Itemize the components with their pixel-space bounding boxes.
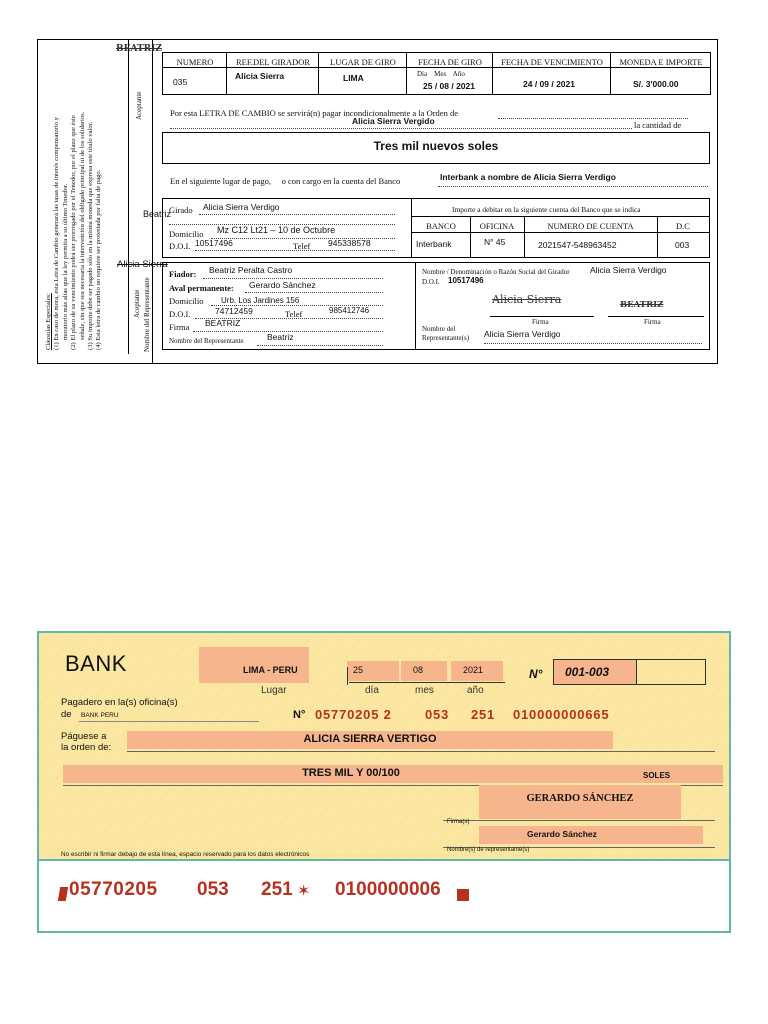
f-doi-value: 74712459	[215, 306, 253, 316]
mes-label: mes	[415, 685, 434, 696]
f-doi-label: D.O.I.	[169, 309, 191, 319]
account-part-1: 05770205 2	[315, 707, 392, 722]
nombre-representante-label: Nombre del Representante	[143, 277, 151, 352]
paguese-label-1: Páguese a	[61, 731, 107, 742]
doi-label: D.O.I.	[169, 241, 191, 251]
firma-label: Firma(s)	[447, 819, 470, 825]
clause-line: (3) Su importe debe ser pagado sólo en la misma moneda que expresa este título valor.	[87, 121, 95, 350]
soles-label: SOLES	[643, 771, 671, 780]
micr-symbol-start	[58, 887, 68, 901]
bank-peru: BANK PERU	[81, 712, 119, 719]
stub-divider	[152, 39, 153, 364]
fiador-value: Beatriz Peralta Castro	[209, 265, 293, 275]
lugar-giro-value: LIMA	[343, 73, 364, 83]
side-signature-beatriz: Beatriz	[143, 209, 172, 219]
girado-value: Alicia Sierra Verdigo	[203, 202, 280, 212]
lugar-value: LIMA - PERU	[243, 665, 298, 675]
bank-title: BANK	[65, 651, 127, 676]
girador-doi-label: D.O.I.	[422, 278, 440, 286]
fiador-box	[162, 262, 416, 350]
clause-line: (2) El plazo de su vencimiento podrá ser prorrogado por el Tenedor, por el plazo que éste	[70, 115, 78, 350]
aval-value: Gerardo Sánchez	[249, 280, 316, 290]
domicilio-value: Mz C12 Lt21 – 10 de Octubre	[217, 225, 336, 235]
nombre-del-rep-label: Nombre del Representante(s)	[422, 325, 470, 342]
aval-label: Aval permanente:	[169, 283, 234, 293]
telef-value: 945338578	[328, 238, 371, 248]
dia-label: día	[365, 685, 379, 696]
account-part-4: 010000000665	[513, 707, 610, 722]
numero-value: 035	[173, 77, 188, 87]
rep-value: Gerardo Sánchez	[527, 829, 597, 839]
stub-inner-divider	[128, 39, 129, 354]
micr-part-2: 053	[197, 879, 229, 900]
bank-hdr-banco: BANCO	[426, 221, 456, 231]
hdr-moneda-importe: MONEDA E IMPORTE	[619, 57, 703, 67]
firma-value: BEATRIZ	[205, 318, 241, 328]
girador-doi-value: 10517496	[448, 276, 484, 285]
dia-value: 25	[353, 665, 364, 675]
hdr-lugar-giro: LUGAR DE GIRO	[330, 57, 396, 67]
numero-label: N°	[529, 667, 543, 681]
micr-symbol-mid: ✶	[297, 881, 311, 900]
paguese-label-2: la orden de:	[61, 742, 112, 753]
bank-value-banco: Interbank	[416, 239, 452, 249]
girador-box	[416, 262, 710, 350]
fiador-label: Fiador:	[169, 269, 197, 279]
importe-debitar: Importe a debitar en la siguiente cuenta del Banco que se indica	[452, 205, 641, 214]
clause-line: (1) En caso de mora, esta Letra de Cambio generará las tasas de interés compensatorio y	[53, 117, 61, 350]
nombre-rep-value: Beatriz	[267, 332, 294, 342]
lugar-label: Lugar	[261, 685, 287, 696]
aceptante-label-top: Aceptante	[135, 91, 143, 120]
nombre-del-rep-value: Alicia Sierra Verdigo	[484, 329, 561, 339]
bank-value-cuenta: 2021547-548963452	[538, 240, 617, 250]
lugar-pago-text: En el siguiente lugar de pago, o con cargo en la cuenta del Banco	[170, 176, 401, 186]
numero-value: 001-003	[565, 665, 610, 679]
fecha-giro-sub: Día Mes Año	[417, 70, 465, 78]
girador-name-value: Alicia Sierra Verdigo	[590, 265, 667, 275]
amount-words: TRES MIL Y 00/100	[302, 767, 400, 779]
micr-part-4: 0100000006	[335, 879, 441, 900]
domicilio-label: Domicilio	[169, 229, 204, 239]
ref-girador-value: Alicia Sierra	[235, 71, 285, 81]
hdr-fecha-giro: FECHA DE GIRO	[418, 57, 482, 67]
girado-label: Girado	[169, 205, 193, 215]
side-signature-alicia: Alicia Sierra	[117, 259, 168, 270]
anio-value: 2021	[463, 665, 484, 675]
nombre-rep-label: Nombre del Representante	[169, 337, 244, 345]
lugar-pago-value: Interbank a nombre de Alicia Sierra Verdigo	[440, 172, 616, 182]
bank-hdr-dc: D.C	[676, 221, 690, 231]
fecha-vencimiento-value: 24 / 09 / 2021	[523, 79, 575, 89]
telef-label: Telef	[293, 241, 311, 251]
f-domicilio-value: Urb. Los Jardines 156	[221, 296, 300, 305]
clause-line: señale, sin que sea necesaria la intervención del obligado principal ni de los solidarios.	[78, 111, 86, 340]
doi-value: 10517496	[195, 238, 233, 248]
account-part-2: 053	[425, 707, 450, 722]
bank-value-oficina: N° 45	[484, 237, 506, 247]
rep-label: Nombre(s) de representante(s)	[447, 847, 530, 853]
clauses-title: Cláusulas Especiales:	[45, 293, 52, 350]
orden-text: Por esta LETRA DE CAMBIO se servirá(n) pagar incondicionalmente a la Orden de	[170, 108, 458, 118]
amount-words: Tres mil nuevos soles	[373, 139, 499, 153]
micr-part-1: 05770205	[69, 879, 158, 900]
orden-name: Alicia Sierra Vergido	[352, 116, 435, 126]
signature-value: GERARDO SÁNCHEZ	[526, 793, 634, 804]
account-part-3: 251	[471, 707, 496, 722]
account-label: N°	[293, 709, 306, 721]
firma1-label: Firma	[532, 318, 549, 326]
girador-sig-1: Alicia Sierra	[492, 293, 562, 306]
pagadero-label: Pagadero en la(s) oficina(s)	[61, 697, 178, 708]
moneda-importe-value: S/. 3'000.00	[633, 79, 679, 89]
micr-symbol-end	[457, 889, 469, 901]
header-table	[162, 52, 711, 95]
girador-name-label: Nombre / Denominación o Razón Social del Girador	[422, 268, 570, 276]
aceptante-label-bottom: Aceptante	[133, 289, 141, 318]
bank-account-table	[412, 198, 710, 258]
anio-label: año	[467, 685, 484, 696]
f-telef-label: Telef	[285, 309, 303, 319]
clauses-block	[45, 50, 125, 350]
numero-box-outer	[635, 659, 706, 685]
cantidad-label: la cantidad de	[634, 120, 682, 130]
mes-value: 08	[413, 665, 424, 675]
firma2-label: Firma	[644, 318, 661, 326]
disclaimer: No escribir ni firmar debajo de esta línea, espacio reservado para los datos electrónicos	[61, 851, 310, 858]
hdr-fecha-vencimiento: FECHA DE VENCIMIENTO	[501, 57, 603, 67]
bank-hdr-cuenta: NUMERO DE CUENTA	[547, 221, 634, 231]
girador-sig-2: BEATRIZ	[620, 300, 664, 310]
payee-value: ALICIA SIERRA VERTIGO	[303, 733, 437, 745]
clause-line: moratorio más altas que la ley permita a su último Tenedor.	[61, 183, 69, 340]
hdr-numero: NUMERO	[176, 57, 214, 67]
fecha-giro-value: 25 / 08 / 2021	[423, 81, 475, 91]
micr-part-3: 251	[261, 879, 293, 900]
amount-words-box	[162, 132, 710, 164]
top-signature: BEATRIZ	[116, 44, 162, 54]
f-telef-value: 985412746	[329, 306, 370, 315]
clause-line: (4) Esta letra de cambio no requiere ser protestada por falta de pago.	[95, 169, 103, 350]
f-domicilio-label: Domicilio	[169, 296, 204, 306]
mes-field	[401, 661, 447, 681]
hdr-ref-girador: REF.DEL GIRADOR	[235, 57, 311, 67]
cheque	[37, 631, 731, 861]
bank-hdr-oficina: OFICINA	[479, 221, 515, 231]
micr-band	[37, 861, 731, 933]
bank-value-dc: 003	[675, 240, 690, 250]
girado-box	[162, 198, 412, 258]
de-label: de	[61, 709, 72, 720]
firma-label: Firma	[169, 322, 190, 332]
